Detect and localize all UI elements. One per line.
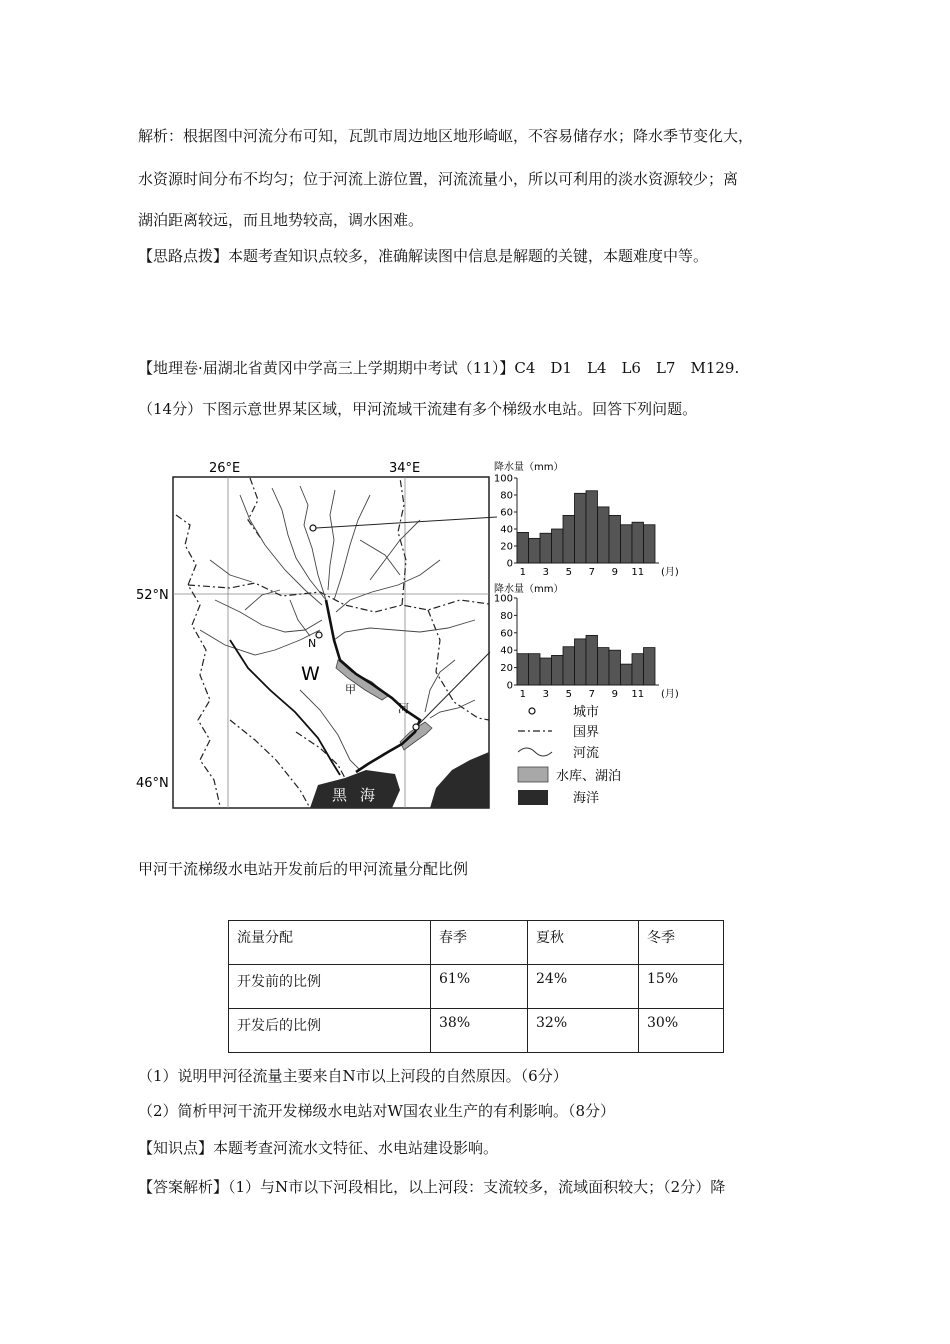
chart1-title: 降水量（mm）	[494, 462, 564, 473]
map-label-jia: 甲	[345, 683, 356, 696]
x-tick-label: 7	[588, 689, 595, 700]
x-tick-label: 1	[519, 567, 526, 578]
y-tick-label: 100	[493, 473, 513, 485]
table-header-row	[229, 921, 724, 965]
legend-border: 国界	[573, 725, 600, 740]
x-tick-label: 5	[565, 689, 572, 700]
question-2: （2）简析甲河干流开发梯级水电站对W国农业生产的有利影响。（8分）	[138, 1102, 616, 1120]
table-cell: 开发后的比例	[229, 1009, 431, 1053]
table-cell: 32%	[528, 1009, 639, 1053]
precip-bar	[586, 635, 598, 685]
x-tick-label: 1	[519, 689, 526, 700]
precip-bar	[586, 491, 598, 563]
precip-bar	[540, 658, 552, 685]
x-tick-label: (月)	[661, 689, 679, 700]
x-tick-label: 3	[542, 689, 549, 700]
chart2-title: 降水量（mm）	[494, 584, 564, 595]
city-north	[310, 525, 316, 531]
precip-bar	[621, 525, 633, 563]
y-tick-label: 20	[500, 541, 513, 553]
legend-ocean-icon	[518, 790, 548, 805]
precip-bar	[552, 529, 564, 563]
table-cell: 开发前的比例	[229, 965, 431, 1009]
precip-chart-1	[494, 460, 679, 578]
legend-city: 城市	[573, 705, 600, 720]
x-tick-label: 9	[611, 689, 618, 700]
y-tick-label: 0	[506, 558, 513, 570]
th-summer-autumn: 夏秋	[528, 921, 639, 965]
lon-34e: 34°E	[389, 461, 421, 476]
question-header: 【地理卷·届湖北省黄冈中学高三上学期期中考试（11）】C4 D1 L4 L6 L7 M129.	[138, 359, 740, 377]
analysis-line-2: 水资源时间分布不均匀；位于河流上游位置，河流流量小，所以可利用的淡水资源较少；离	[138, 170, 739, 188]
table-row	[229, 965, 724, 1009]
precip-bar	[575, 639, 587, 685]
precip-bar	[598, 507, 610, 563]
map-label-he: 河	[398, 702, 409, 715]
precip-bar	[517, 532, 529, 563]
x-tick-label: 3	[542, 567, 549, 578]
lon-26e: 26°E	[209, 461, 241, 476]
precip-bar	[575, 493, 587, 563]
legend-lake-icon	[518, 767, 548, 782]
y-tick-label: 80	[500, 610, 513, 622]
precip-bar	[644, 648, 656, 685]
hint-line: 【思路点拨】本题考查知识点较多，准确解读图中信息是解题的关键，本题难度中等。	[138, 247, 709, 265]
precip-bar	[529, 654, 541, 685]
x-tick-label: 11	[631, 689, 645, 700]
table-cell: 30%	[639, 1009, 724, 1053]
th-spring: 春季	[431, 921, 528, 965]
y-tick-label: 40	[500, 524, 513, 536]
analysis-line-1: 解析：根据图中河流分布可知，瓦凯市周边地区地形崎岖，不容易储存水；降水季节变化大，	[138, 127, 754, 145]
lat-46n: 46°N	[136, 776, 169, 791]
flow-table	[228, 920, 724, 1053]
figure	[136, 450, 680, 820]
table-row	[229, 1009, 724, 1053]
legend	[518, 705, 621, 806]
table-cell: 38%	[431, 1009, 528, 1053]
city-n	[316, 632, 322, 638]
precip-bar	[621, 664, 633, 685]
answer-line: 【答案解析】（1）与N市以下河段相比，以上河段：支流较多，流域面积较大；（2分）降	[138, 1178, 726, 1196]
th-distribution: 流量分配	[229, 921, 431, 965]
knowledge-point: 【知识点】本题考查河流水文特征、水电站建设影响。	[138, 1139, 499, 1157]
precip-bar	[563, 515, 575, 563]
precip-bar	[609, 515, 621, 563]
y-tick-label: 0	[506, 680, 513, 692]
y-tick-label: 60	[500, 628, 513, 640]
legend-city-icon	[529, 708, 535, 714]
x-tick-label: 9	[611, 567, 618, 578]
precip-bar	[632, 654, 644, 685]
precip-bar	[563, 647, 575, 685]
x-tick-label: (月)	[661, 567, 679, 578]
y-tick-label: 100	[493, 593, 513, 605]
legend-river-icon	[518, 748, 552, 756]
precip-bar	[552, 655, 564, 685]
precip-bar	[540, 533, 552, 563]
sea-label-2: 海	[360, 786, 376, 804]
map-label-w: W	[301, 663, 320, 685]
x-tick-label: 11	[631, 567, 645, 578]
table-cell: 15%	[639, 965, 724, 1009]
th-winter: 冬季	[639, 921, 724, 965]
legend-lake: 水库、湖泊	[556, 769, 622, 784]
table-cell: 24%	[528, 965, 639, 1009]
precip-bar	[529, 538, 541, 563]
precip-bar	[644, 525, 656, 563]
precip-bar	[598, 648, 610, 685]
y-tick-label: 40	[500, 645, 513, 657]
y-tick-label: 60	[500, 507, 513, 519]
question-intro: （14分）下图示意世界某区域，甲河流域干流建有多个梯级水电站。回答下列问题。	[138, 400, 698, 418]
table-cell: 61%	[431, 965, 528, 1009]
y-tick-label: 80	[500, 490, 513, 502]
precip-chart-2	[494, 582, 679, 700]
map-label-n: N	[308, 637, 317, 650]
precip-bar	[632, 522, 644, 563]
analysis-line-3: 湖泊距离较远，而且地势较高，调水困难。	[138, 211, 424, 229]
precip-bar	[609, 650, 621, 685]
lat-52n: 52°N	[136, 588, 169, 603]
question-1: （1）说明甲河径流量主要来自N市以上河段的自然原因。（6分）	[138, 1067, 568, 1085]
x-tick-label: 7	[588, 567, 595, 578]
legend-ocean: 海洋	[573, 791, 600, 806]
sea-label-1: 黑	[332, 786, 348, 804]
x-tick-label: 5	[565, 567, 572, 578]
precip-bar	[517, 654, 529, 685]
table-caption: 甲河干流梯级水电站开发前后的甲河流量分配比例	[138, 860, 469, 878]
y-tick-label: 20	[500, 663, 513, 675]
legend-river: 河流	[573, 746, 600, 761]
